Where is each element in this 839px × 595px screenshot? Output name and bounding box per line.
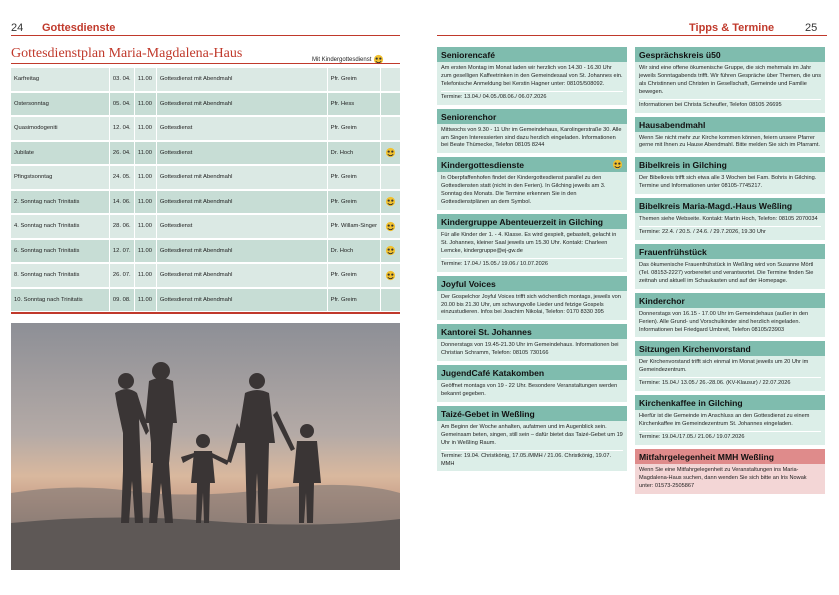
event-title-text: Kirchenkaffee in Gilching — [639, 398, 743, 409]
service-time: 11.00 — [135, 166, 157, 189]
event-body — [635, 308, 825, 338]
event-body — [635, 356, 825, 391]
event-title — [437, 109, 627, 124]
service-name: 4. Sonntag nach Trinitatis — [11, 215, 110, 238]
event-text: Mittwochs von 9.30 - 11 Uhr im Gemeindehaus, Karolingerstraße 30. Alle am Singen Interessierten sind dazu herzlich eingeladen. Informationen bei Beate Thümecke, Telefon 08105 8244 — [441, 126, 622, 149]
service-time: 11.00 — [135, 68, 157, 91]
event-box — [437, 276, 627, 321]
event-dates: Termine: 19.04. Christkönig, 17.05./MMH / 21.06. Christkönig, 19.07. MMH — [441, 450, 623, 469]
service-type: Gottesdienst mit Abendmahl — [157, 68, 328, 91]
event-box — [635, 293, 825, 338]
event-box — [635, 198, 825, 240]
event-title — [635, 47, 825, 62]
event-title — [437, 276, 627, 291]
table-row — [11, 215, 400, 238]
event-text: Geöffnet montags von 19 - 22 Uhr. Besondere Veranstaltungen werden bekannt gegeben. — [441, 383, 618, 398]
event-box — [635, 117, 825, 154]
service-name: Karfreitag — [11, 68, 110, 91]
events-column-2 — [635, 47, 825, 498]
kids-marker — [381, 240, 400, 263]
service-date: 24. 05. — [110, 166, 135, 189]
family-silhouette-photo — [11, 323, 400, 570]
kids-marker — [381, 166, 400, 189]
event-text: Der Gospelchor Joyful Voices trifft sich wöchentlich montags, jeweils von 20.00 bis 21.30 Uhr, um schwungvolle Lieder und fetzige Gospels einzustudieren. Infos bei Joachim Nikolai, Telefon: 0170 8330 395 — [441, 293, 621, 316]
event-text: Donnerstags von 16.15 - 17.00 Uhr im Gemeindehaus (außer in den Ferien). Alle Grund- und Vorschulkinder sind herzlich eingeladen. Informationen bei Friedgard Umbreit, Telefon 08105/23903 — [639, 310, 809, 333]
kindergottesdienst-icon — [385, 245, 396, 256]
event-title-text: Mitfahrgelegenheit MMH Weßling — [639, 451, 774, 462]
kindergottesdienst-icon — [385, 270, 396, 281]
event-title-text: Seniorenchor — [441, 111, 497, 122]
event-body — [437, 124, 627, 154]
event-title — [635, 244, 825, 259]
event-text: In Oberpfaffenhofen findet der Kindergottesdienst parallel zu den Gottesdiensten statt (nicht in den Ferien). In Gilching jeweils am 3. Sonntag des Monats. Die Termine erkennen Sie in den Gottesdienstplänen an dem Symbol. — [441, 175, 606, 206]
service-time: 11.00 — [135, 264, 157, 287]
event-text: Wenn Sie eine Mitfahrgelegenheit zu Veranstaltungen ins Maria-Magdalena-Haus suchen, dann wenden Sie sich bitte an Iris Nowak unter: 01573-2505867 — [639, 466, 807, 489]
event-title — [635, 157, 825, 172]
event-body — [437, 291, 627, 321]
event-body — [635, 464, 825, 494]
event-dates: Termine: 19.04./17.05./ 21.06./ 19.07.2026 — [639, 431, 821, 442]
event-title — [437, 365, 627, 380]
service-type: Gottesdienst mit Abendmahl — [157, 93, 328, 116]
service-name: 8. Sonntag nach Trinitatis — [11, 264, 110, 287]
event-dates: Termine: 17.04./ 15.05./ 19.06./ 10.07.2026 — [441, 258, 623, 269]
event-box — [635, 341, 825, 391]
event-box — [635, 244, 825, 289]
events-column-1 — [437, 47, 627, 475]
service-name: 10. Sonntag nach Trinitatis — [11, 289, 110, 312]
service-type: Gottesdienst mit Abendmahl — [157, 191, 328, 214]
event-box — [437, 406, 627, 472]
event-text: Donnerstags von 19.45-21.30 Uhr im Gemeindehaus. Informationen bei Christian Schramm, Telefon: 08105 730166 — [441, 342, 619, 357]
service-plan-table — [11, 66, 400, 313]
service-type: Gottesdienst — [157, 215, 328, 238]
event-title — [635, 198, 825, 213]
service-type: Gottesdienst mit Abendmahl — [157, 264, 328, 287]
event-title — [635, 341, 825, 356]
header-rule-left — [11, 35, 400, 36]
event-body — [437, 62, 627, 105]
service-pastor: Pfr. Hess — [328, 93, 381, 116]
service-pastor: Pfr. Greim — [328, 68, 381, 91]
event-box — [635, 395, 825, 445]
service-time: 11.00 — [135, 117, 157, 140]
event-title-text: Seniorencafé — [441, 50, 495, 60]
kids-marker — [381, 215, 400, 238]
table-row — [11, 166, 400, 189]
event-text: Hierfür ist die Gemeinde im Anschluss an den Gottesdienst zu einem Kirchenkaffee im Gemeindezentrum St. Johannes eingeladen. — [639, 413, 810, 428]
event-box — [437, 157, 627, 210]
service-pastor: Pfr. Greim — [328, 191, 381, 214]
kids-marker — [381, 142, 400, 165]
event-box — [635, 157, 825, 194]
table-row — [11, 93, 400, 116]
event-title — [635, 117, 825, 132]
event-box — [635, 449, 825, 494]
event-dates: Termine: 15.04./ 13.05./ 26.-28.06. (KV-Klausur) / 22.07.2026 — [639, 377, 821, 388]
plan-legend-text: Mit Kindergottesdienst — [312, 57, 372, 64]
event-dates: Termine: 13.04./ 04.05./08.06./ 06.07.2026 — [441, 91, 623, 102]
table-row — [11, 191, 400, 214]
header-rule-right — [437, 35, 827, 36]
section-title-right: Tipps & Termine — [689, 22, 775, 34]
event-title-text: Bibelkreis in Gilching — [639, 160, 727, 171]
table-row — [11, 240, 400, 263]
service-date: 03. 04. — [110, 68, 135, 91]
section-title-left: Gottesdienste — [42, 22, 116, 34]
event-title — [635, 293, 825, 308]
kindergottesdienst-icon — [385, 196, 396, 207]
service-date: 28. 06. — [110, 215, 135, 238]
event-box — [437, 324, 627, 361]
service-name: Pfingstsonntag — [11, 166, 110, 189]
service-date: 14. 06. — [110, 191, 135, 214]
service-time: 11.00 — [135, 289, 157, 312]
event-box — [635, 47, 825, 113]
page-number-right: 25 — [805, 22, 818, 34]
event-title-text: Hausabendmahl — [639, 119, 706, 130]
service-date: 12. 07. — [110, 240, 135, 263]
service-pastor: Pfr. Greim — [328, 117, 381, 140]
service-pastor: Pfr. Greim — [328, 264, 381, 287]
table-row — [11, 264, 400, 287]
service-type: Gottesdienst mit Abendmahl — [157, 166, 328, 189]
event-body — [635, 62, 825, 113]
service-date: 26. 07. — [110, 264, 135, 287]
event-title — [437, 214, 627, 229]
event-title — [635, 395, 825, 410]
service-type: Gottesdienst — [157, 117, 328, 140]
event-text: Am ersten Montag im Monat laden wir herzlich von 14.30 - 16.30 Uhr zum geselligen Kaffeetrinken in den Gemeindesaal von St. Johannes ein. Telefonische Anmeldung bei Kerstin Hagner unter: 08105/508092. — [441, 65, 623, 87]
event-text: Der Bibelkreis trifft sich etwa alle 3 Wochen bei Fam. Bohris in Gilching. Termine und Informationen unter 08105-7745217. — [639, 175, 817, 190]
table-row — [11, 117, 400, 140]
service-pastor: Pfr. Greim — [328, 289, 381, 312]
kids-marker — [381, 117, 400, 140]
service-type: Gottesdienst — [157, 142, 328, 165]
event-text: Themen siehe Webseite. Kontakt: Martin Hoch, Telefon: 08105 2070034 — [639, 216, 818, 223]
event-title-text: Kantorei St. Johannes — [441, 327, 532, 338]
kids-marker — [381, 191, 400, 214]
event-dates: Termine: 22.4. / 20.5. / 24.6. / 29.7.2026, 19.30 Uhr — [639, 226, 821, 237]
event-title — [437, 406, 627, 421]
page-number-left: 24 — [11, 22, 24, 34]
service-time: 11.00 — [135, 191, 157, 214]
event-text: Am Beginn der Woche anhalten, aufatmen und im Augenblick sein. Gemeinsam beten, singen, still sein – dafür bietet das Taizé-Gebet um 19 Uhr in Weßling Raum. — [441, 423, 623, 446]
service-name: 2. Sonntag nach Trinitatis — [11, 191, 110, 214]
kindergottesdienst-icon — [385, 221, 396, 232]
event-box — [437, 214, 627, 272]
kids-marker — [381, 68, 400, 91]
service-name: Quasimodogeniti — [11, 117, 110, 140]
service-pastor: Dr. Hoch — [328, 142, 381, 165]
plan-title: Gottesdienstplan Maria-Magdalena-Haus — [11, 46, 243, 61]
event-text: Wir sind eine offene ökumenische Gruppe, die sich mehrmals im Jahr jeweils Sonntagabends trifft. Wir führen Gespräche über Themen, die uns als Christinnen und Christen in Gesellschaft, Gemeinde und Familie bewegen. — [639, 65, 822, 95]
service-name: 6. Sonntag nach Trinitatis — [11, 240, 110, 263]
event-title-text: Joyful Voices — [441, 278, 496, 289]
event-text: Der Kirchenvorstand trifft sich einmal im Monat jeweils um 20 Uhr im Gemeindezentrum. — [639, 359, 809, 374]
table-row — [11, 142, 400, 165]
event-box — [437, 47, 627, 105]
table-row — [11, 68, 400, 91]
event-box — [437, 109, 627, 154]
event-title-text: Sitzungen Kirchenvorstand — [639, 344, 751, 355]
event-body — [437, 339, 627, 361]
service-pastor: Dr. Hoch — [328, 240, 381, 263]
event-title-text: Kinderchor — [639, 295, 685, 306]
event-title-text: Bibelkreis Maria-Magd.-Haus Weßling — [639, 201, 793, 212]
service-date: 26. 04. — [110, 142, 135, 165]
kindergottesdienst-icon — [385, 147, 396, 158]
event-body — [635, 132, 825, 154]
service-date: 09. 08. — [110, 289, 135, 312]
event-title-text: Gesprächskreis ü50 — [639, 50, 721, 60]
service-name: Jubilate — [11, 142, 110, 165]
plan-title-rule — [11, 63, 400, 64]
event-title — [437, 157, 627, 172]
event-title — [635, 449, 825, 464]
event-text: Wenn Sie nicht mehr zur Kirche kommen können, feiern unsere Pfarrer gerne mit Ihnen zu Hause Abendmahl. Bitte melden Sie sich im Pfarramt. — [639, 134, 820, 149]
event-body — [635, 172, 825, 194]
service-time: 11.00 — [135, 215, 157, 238]
service-pastor: Pfr. Willam-Singer — [328, 215, 381, 238]
event-text: Das ökumenische Frauenfrühstück in Weßling wird von Susanne Mörtl (Tel. 08153-2227) vorbereitet und verantwortet. Die Termine finden Sie zeitnah und aktuell im Schaukasten und auf der Homepage. — [639, 261, 814, 284]
service-time: 11.00 — [135, 240, 157, 263]
service-pastor: Pfr. Greim — [328, 166, 381, 189]
service-date: 12. 04. — [110, 117, 135, 140]
plan-bottom-rule — [11, 312, 400, 314]
event-body — [437, 380, 627, 402]
event-title-text: JugendCafé Katakomben — [441, 368, 545, 379]
event-title-text: Kindergottesdienste — [441, 160, 525, 171]
service-time: 11.00 — [135, 93, 157, 116]
event-title-text: Kindergruppe Abenteuerzeit in Gilching — [441, 216, 604, 227]
table-row — [11, 289, 400, 312]
event-title — [437, 324, 627, 339]
service-name: Ostersonntag — [11, 93, 110, 116]
event-dates: Informationen bei Christa Scheufler, Telefon 08105 26695 — [639, 99, 821, 110]
service-type: Gottesdienst mit Abendmahl — [157, 289, 328, 312]
event-body — [635, 213, 825, 240]
event-body — [437, 229, 627, 272]
kids-marker — [381, 93, 400, 116]
service-date: 05. 04. — [110, 93, 135, 116]
event-title-text: Taizé-Gebet in Weßling — [441, 408, 535, 419]
event-title — [437, 47, 627, 62]
service-type: Gottesdienst mit Abendmahl — [157, 240, 328, 263]
event-title-text: Frauenfrühstück — [639, 246, 707, 257]
kids-marker — [381, 264, 400, 287]
event-body — [437, 421, 627, 472]
event-body — [635, 410, 825, 445]
service-time: 11.00 — [135, 142, 157, 165]
event-body — [437, 172, 627, 210]
event-body — [635, 259, 825, 289]
kindergottesdienst-icon — [612, 159, 623, 170]
event-text: Für alle Kinder der 1. - 4. Klasse. Es wird gespielt, gebastelt, gelacht in St. Johannes, kleiner Saal jeweils um 15.30 Uhr. Kontakt: Charleen Lemcke, kindergruppe@ej-gw.de — [441, 231, 617, 254]
kids-marker — [381, 289, 400, 312]
event-box — [437, 365, 627, 402]
